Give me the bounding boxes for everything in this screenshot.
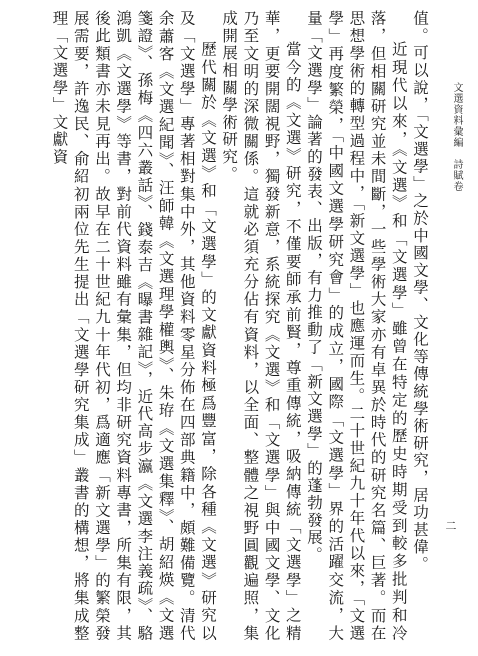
paragraph-4: 歷代關於《文選》和「文選學」的文獻資料極爲豐富，除各種《文選》研究以及「文選學」專著相對集中外，其他資料零星分佈在四部典籍中，頗難備覽。清代余蕭客《文選紀聞》、汪師韓《文選理學權輿》、朱珔《文選集釋》、胡紹煐《文選箋證》、孫梅《四六叢話》、錢泰吉《曝書雜記》，近代高步瀛《文選李注義疏》、駱鴻凱《文選學》等書，對前代資料雖有彙集，但均非研究資料專書，所集有限，其後此類書亦未見再出。故早在二十世紀九十年代初，爲適應「新文選學」的繁榮發展需要，許逸民、俞紹初兩位先生提出「文選學研究集成」叢書的構想，將集成整理「文選學」文獻資 xyxy=(50,10,217,642)
body-text xyxy=(20,10,430,642)
running-head: 文選資料彙編 詩賦卷 xyxy=(451,82,462,192)
paragraph-1: 值。可以說，「文選學」之於中國文學、文化等傳統學術研究，居功甚偉。 xyxy=(411,10,429,574)
paragraph-2: 近現代以來，《文選》和「文選學」雖曾在特定的歷史時期受到較多批判和冷落，但相關研究並未間斷，一些學術大家亦有卓異於時代的研究名篇、巨著。而在思想學術的轉型過程中，「新文選學」也應運而生。二十世紀九十年代以來，「文選學」再度繁榮，「中國文選學研究會」的成立，國際「文選學」界的活躍交流，大量「文選學」論著的發表、出版，有力推動了「新文選學」的蓬勃發展。 xyxy=(304,10,408,642)
page-number: 二 xyxy=(444,520,457,531)
paragraph-3: 當今的《文選》研究，不僅要師承前賢，尊重傳統，吸納傳統「文選學」之精華，更要開闊視野，獨發新意，系統探究《文選》和「文選學」與中國文學、文化乃至文明的深微關係。這就必須充分佔有資料，以全面、整體之視野圓觀遍照，集成開展相關學術研究。 xyxy=(220,10,302,642)
